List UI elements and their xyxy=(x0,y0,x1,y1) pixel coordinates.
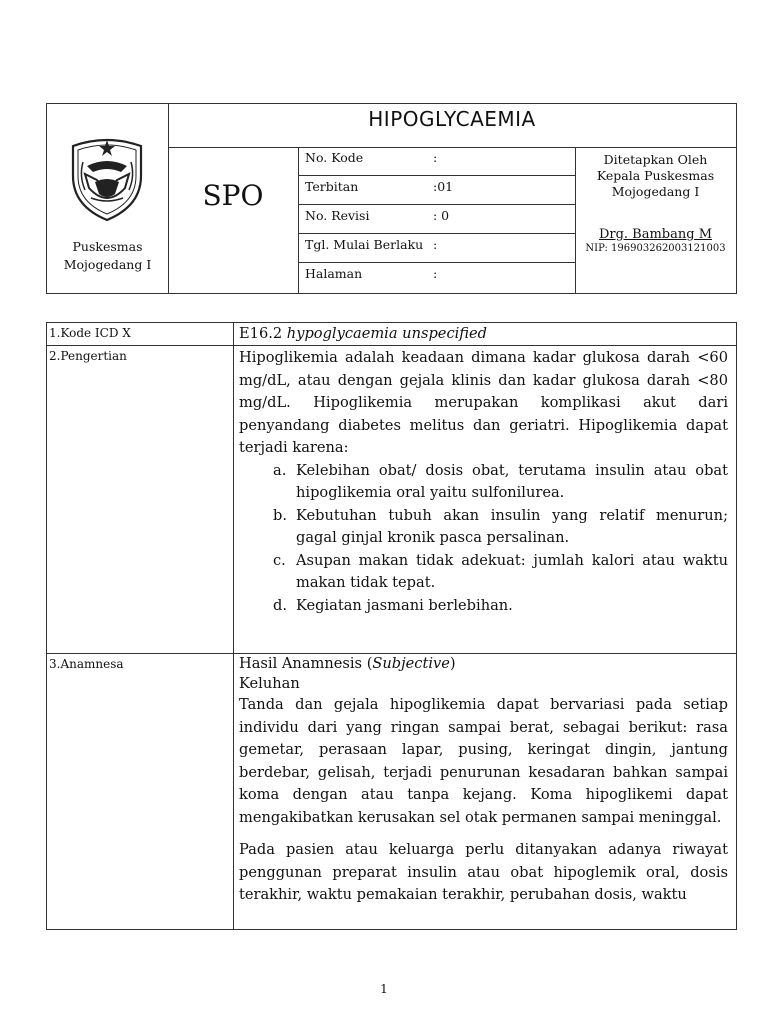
anamnesa-heading xyxy=(239,654,728,674)
content-table xyxy=(46,322,737,930)
list-text: Kebutuhan tubuh akan insulin yang relatif menurun; gagal ginjal kronik pasca persalinan. xyxy=(296,506,728,546)
field-label: No. Kode xyxy=(305,150,364,165)
heading-emphasis: Subjective xyxy=(372,655,450,672)
signer-name: Drg. Bambang M xyxy=(598,227,713,242)
row-label: 1.Kode ICD X xyxy=(49,326,131,340)
authority-cell xyxy=(575,147,736,293)
row-label: 2.Pengertian xyxy=(49,349,127,363)
authority-line-1: Ditetapkan Oleh xyxy=(603,152,708,167)
list-marker: c. xyxy=(273,551,286,569)
field-label: Terbitan xyxy=(305,179,359,194)
document-title: HIPOGLYCAEMIA xyxy=(368,107,536,131)
authority-line-3: Mojogedang I xyxy=(611,184,700,199)
field-no-revisi xyxy=(298,205,575,234)
list-item xyxy=(239,505,728,550)
list-text: Kelebihan obat/ dosis obat, terutama insulin atau obat hipoglikemia oral yaitu sulfonilurea. xyxy=(296,461,728,501)
regency-emblem-icon xyxy=(69,132,145,222)
document-title-cell xyxy=(168,104,736,148)
field-label: Halaman xyxy=(305,266,363,281)
field-tgl-mulai-berlaku xyxy=(298,234,575,263)
list-text: Asupan makan tidak adekuat: jumlah kalori atau waktu makan tidak tepat. xyxy=(296,551,728,591)
clinic-name xyxy=(47,238,168,274)
row-icd xyxy=(47,323,736,346)
logo-cell xyxy=(47,104,169,293)
heading-close: ) xyxy=(449,655,456,672)
document-fields xyxy=(298,147,576,293)
row-label-cell xyxy=(47,654,234,930)
field-value: : xyxy=(433,150,438,165)
spo-cell xyxy=(168,147,299,293)
row-pengertian xyxy=(47,346,736,654)
icd-description: hypoglycaemia unspecified xyxy=(286,325,487,342)
row-label-cell xyxy=(47,323,234,345)
clinic-line-1: Puskesmas xyxy=(72,239,143,254)
icd-value xyxy=(239,323,728,345)
field-terbitan xyxy=(298,176,575,205)
pengertian-intro: Hipoglikemia adalah keadaan dimana kadar glukosa darah <60 mg/dL, atau dengan gejala klinis dan kadar glukosa darah <80 mg/dL. Hipoglikemia merupakan komplikasi akut dari penyandang diabetes melitus dan geriatri. Hipoglikemia dapat terjadi karena: xyxy=(239,349,728,456)
page-number: 1 xyxy=(380,982,388,996)
heading-text: Hasil Anamnesis ( xyxy=(239,655,373,672)
list-marker: d. xyxy=(273,596,287,614)
field-label: No. Revisi xyxy=(305,208,370,223)
field-halaman xyxy=(298,263,575,293)
list-item xyxy=(239,550,728,595)
clinic-line-2: Mojogedang I xyxy=(63,257,152,272)
authority-line-2: Kepala Puskesmas xyxy=(596,168,715,183)
field-value: : xyxy=(433,266,438,281)
list-item xyxy=(239,595,728,618)
list-item xyxy=(239,460,728,505)
anamnesa-subheading: Keluhan xyxy=(239,675,300,692)
pengertian-content xyxy=(239,347,728,617)
row-label: 3.Anamnesa xyxy=(49,657,124,671)
field-value: : 0 xyxy=(433,208,450,223)
anamnesa-paragraph-1: Tanda dan gejala hipoglikemia dapat bervariasi pada setiap individu dari yang ringan sampai berat, sebagai berikut: rasa gemetar, perasaan lapar, pusing, keringat dingin, jantung berdebar, gelisah, terjadi penurunan kesadaran bahkan sampai koma dengan atau tanpa kejang. Koma hipoglikemi dapat mengakibatkan kerusakan sel otak permanen sampai meninggal. xyxy=(239,696,728,826)
causes-list xyxy=(239,460,728,618)
field-value: :01 xyxy=(433,179,454,194)
anamnesa-paragraph-2: Pada pasien atau keluarga perlu ditanyakan adanya riwayat penggunan preparat insulin atau obat hipoglemik oral, dosis terakhir, waktu pemakaian terakhir, perubahan dosis, waktu xyxy=(239,841,728,903)
list-marker: a. xyxy=(273,461,287,479)
field-no-kode xyxy=(298,147,575,176)
field-label: Tgl. Mulai Berlaku xyxy=(305,237,424,252)
anamnesa-content xyxy=(239,654,728,907)
spo-label: SPO xyxy=(202,179,264,212)
field-value: : xyxy=(433,237,438,252)
list-marker: b. xyxy=(273,506,287,524)
row-label-cell xyxy=(47,346,234,653)
list-text: Kegiatan jasmani berlebihan. xyxy=(296,596,513,614)
icd-code: E16.2 xyxy=(239,325,283,342)
row-anamnesa xyxy=(47,654,736,930)
header-table xyxy=(46,103,737,294)
signer-nip: NIP: 196903262003121003 xyxy=(585,243,726,254)
